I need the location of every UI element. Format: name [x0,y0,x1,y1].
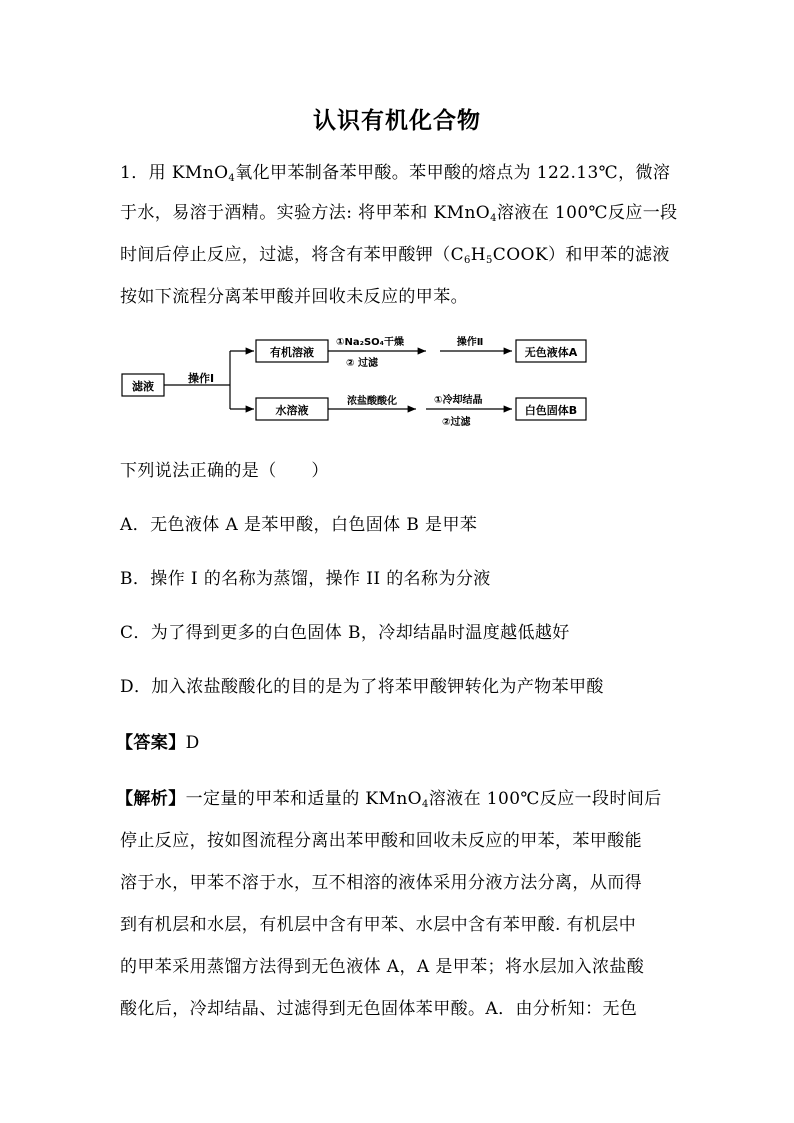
answer-label: 【答案】 [116,733,186,753]
answer-value: D [185,733,200,753]
filtrate-label: 滤液 [132,380,154,393]
flow-diagram [120,330,600,436]
product-b-label: 白色固体B [524,404,578,417]
aqueous-layer-label: 水溶液 [275,404,309,417]
option-c[interactable]: C．为了得到更多的白色固体 B，冷却结晶时温度越低越好 [120,623,570,643]
organic-layer-label: 有机溶液 [270,346,314,359]
analysis-line-3: 溶于水，甲苯不溶于水，互不相溶的液体采用分液方法分离，从而得 [120,873,642,893]
op2-label: 操作Ⅱ [456,337,484,348]
analysis-line-6: 酸化后，冷却结晶、过滤得到无色固体苯甲酸。A．由分析知：无色 [120,999,638,1019]
question-line-2: 于水，易溶于酒精。实验方法: 将甲苯和 KMnO$_4$溶液在 100℃反应一段 [120,203,678,224]
analysis-line-2: 停止反应，按如图流程分离出苯甲酸和回收未反应的甲苯，苯甲酸能 [120,831,642,851]
question-line-3: 时间后停止反应，过滤，将含有苯甲酸钾$(C_6H_5COOK)$和甲苯的滤液 [120,245,670,266]
product-a-label: 无色液体A [524,346,578,359]
question-prompt: 下列说法正确的是（ ） [120,461,329,481]
question-number: 1． [120,163,149,183]
option-d[interactable]: D．加入浓盐酸酸化的目的是为了将苯甲酸钾转化为产物苯甲酸 [120,677,604,697]
analysis-label: 【解析】 [116,789,186,809]
question-line-1: 1．用 KMnO$_4$氧化甲苯制备苯甲酸。苯甲酸的熔点为 122.13℃，微溶 [120,163,671,184]
question-line-4: 按如下流程分离苯甲酸并回收未反应的甲苯。 [120,287,468,307]
option-b[interactable]: B．操作 I 的名称为蒸馏，操作 II 的名称为分液 [120,569,491,589]
analysis-line-4: 到有机层和水层，有机层中含有甲苯、水层中含有苯甲酸. 有机层中 [120,915,637,935]
step-dry-label: ①Na₂SO₄干燥 [336,337,405,348]
analysis-line-5: 的甲苯采用蒸馏方法得到无色液体 A，A 是甲苯；将水层加入浓盐酸 [120,957,645,977]
step-cool-label: ①冷却结晶 [434,395,483,406]
analysis-line-1: 【解析】一定量的甲苯和适量的 KMnO$_4$溶液在 100℃反应一段时间后 [116,789,662,810]
op1-label: 操作Ⅰ [187,372,215,385]
page-title: 认识有机化合物 [313,108,481,134]
acidify-label: 浓盐酸酸化 [347,396,397,407]
answer-line [116,730,676,756]
step-filter2-label: ②过滤 [442,417,471,428]
step-filter-label: ② 过滤 [346,358,378,369]
option-a[interactable]: A．无色液体 A 是苯甲酸，白色固体 B 是甲苯 [120,515,478,535]
